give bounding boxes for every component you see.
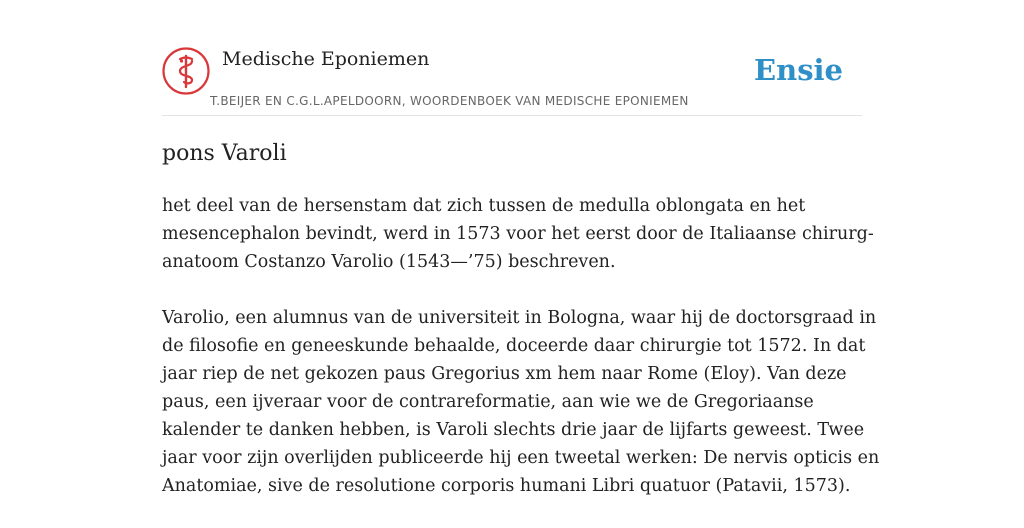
entry-paragraph-2 — [162, 304, 880, 500]
paragraph-line: de filosofie en geneeskunde behaalde, doceerde daar chirurgie tot 1572. In dat — [162, 336, 866, 356]
source-title[interactable]: Medische Eponiemen — [222, 48, 430, 70]
paragraph-line: paus, een ijveraar voor de contrareformatie, aan wie we de Gregoriaanse — [162, 392, 814, 412]
paragraph-line: kalender te danken hebben, is Varoli slechts drie jaar de lijfarts geweest. Twee — [162, 420, 865, 440]
paragraph-line: het deel van de hersenstam dat zich tussen de medulla oblongata en het — [162, 196, 806, 216]
source-subtitle: T.BEIJER EN C.G.L.APELDOORN, WOORDENBOEK VAN MEDISCHE EPONIEMEN — [210, 94, 689, 108]
entry-paragraph-1 — [162, 192, 874, 276]
entry-body — [162, 192, 880, 528]
paragraph-line: Anatomiae, sive de resolutione corporis humani Libri quatuor (Patavii, 1573). — [162, 476, 851, 496]
ensie-logo[interactable]: Ensie — [754, 53, 843, 87]
page-header — [162, 44, 862, 116]
paragraph-line: jaar voor zijn overlijden publiceerde hij een tweetal werken: De nervis opticis en — [162, 448, 880, 468]
paragraph-line: anatoom Costanzo Varolio (1543—’75) beschreven. — [162, 252, 616, 272]
header-divider — [162, 115, 862, 116]
paragraph-line: mesencephalon bevindt, werd in 1573 voor het eerst door de Italiaanse chirurg- — [162, 224, 874, 244]
paragraph-line: jaar riep de net gekozen paus Gregorius xm hem naar Rome (Eloy). Van deze — [162, 364, 847, 384]
entry-title: pons Varoli — [162, 141, 287, 166]
caduceus-icon[interactable] — [162, 47, 210, 95]
paragraph-line: Varolio, een alumnus van de universiteit in Bologna, waar hij de doctorsgraad in — [162, 308, 877, 328]
